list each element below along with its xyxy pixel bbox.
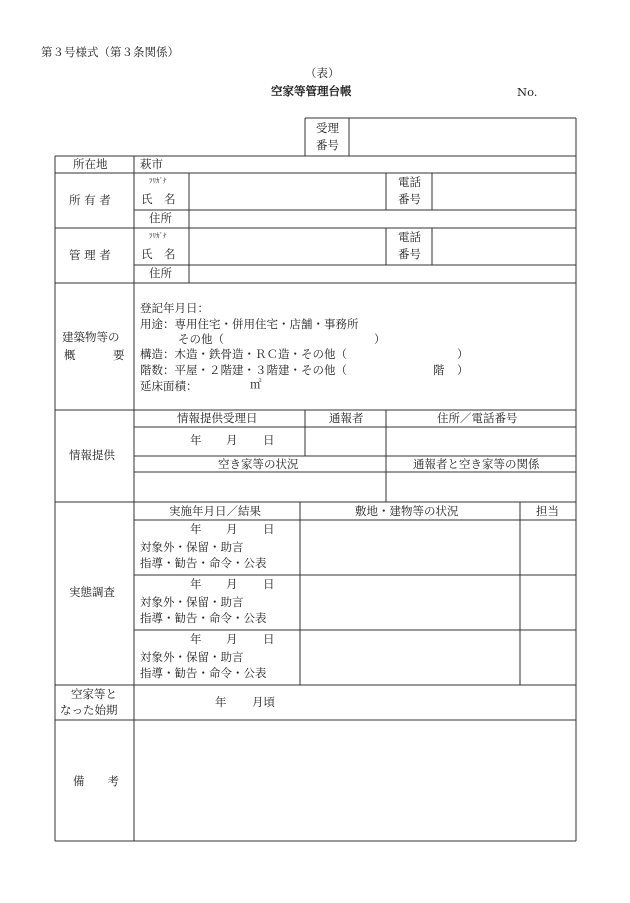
building-structure-close: ） [457,347,469,361]
survey-col-site: 敷地・建物等の状況 [355,504,459,518]
survey-staff-field[interactable] [521,521,575,574]
building-use: 用途：専用住宅・併用住宅・店舗・事務所 [140,317,359,331]
owner-phone-label-1: 電話 [398,175,421,189]
reception-number-field[interactable] [350,119,575,155]
location-label: 所在地 [73,157,108,171]
survey-date-day: 日 [263,522,275,536]
owner-name-field[interactable] [190,174,385,209]
side-label: （表） [305,66,340,80]
remarks-label: 備 考 [73,774,119,788]
building-label-2b: 要 [113,348,125,362]
reception-label-1: 受理 [316,121,339,135]
info-date-month: 月 [226,433,238,447]
building-structure: 構造：木造・鉄骨造・ＲＣ造・その他（ [140,347,347,361]
floor-area-unit: ㎡ [250,377,262,391]
owner-address-label: 住所 [149,211,172,225]
survey-result-line-1: 対象外・保留・助言 [140,650,244,664]
location-value: 萩市 [140,157,163,171]
info-col-relation: 通報者と空き家等の関係 [413,457,540,471]
survey-site-field[interactable] [301,631,519,684]
info-reporter-field[interactable] [306,428,385,455]
info-status-field[interactable] [135,473,385,501]
manager-name-label: 氏 名 [141,247,176,261]
survey-date-day: 日 [263,577,275,591]
survey-col-date: 実施年月日／結果 [169,504,261,518]
building-floors-unit: 階 [433,363,445,377]
survey-staff-field[interactable] [521,576,575,629]
manager-furigana-label: ﾌﾘｶﾞﾅ [149,232,167,240]
owner-phone-label-2: 番号 [398,192,421,206]
vacancy-label-1: 空家等と [71,687,117,701]
reception-label-2: 番号 [316,138,339,152]
survey-date-year: 年 [190,577,202,591]
owner-furigana-label: ﾌﾘｶﾞﾅ [149,177,167,185]
building-label-1: 建築物等の [62,330,120,344]
survey-col-staff: 担当 [536,504,559,518]
vacancy-label-2: なった始期 [60,703,118,717]
building-use-other: その他（ [178,332,224,346]
survey-staff-field[interactable] [521,631,575,684]
manager-address-field[interactable] [190,266,575,282]
survey-result-line-1: 対象外・保留・助言 [140,595,244,609]
vacancy-year: 年 [215,695,227,709]
survey-label: 実態調査 [69,585,115,599]
manager-phone-label-2: 番号 [398,247,421,261]
registration-date: 登記年月日： [140,301,209,315]
owner-address-field[interactable] [190,211,575,227]
survey-date-year: 年 [190,632,202,646]
owner-name-label: 氏 名 [141,192,176,206]
manager-name-field[interactable] [190,229,385,264]
owner-label: 所 有 者 [69,193,111,207]
owner-phone-field[interactable] [433,174,575,209]
survey-date-year: 年 [190,522,202,536]
vacancy-month: 月頃 [252,695,275,709]
remarks-field[interactable] [135,721,575,840]
survey-date-month: 月 [226,522,238,536]
info-date-day: 日 [263,433,275,447]
info-relation-field[interactable] [387,473,575,501]
survey-result-line-1: 対象外・保留・助言 [140,540,244,554]
info-col-address: 住所／電話番号 [437,411,518,425]
manager-phone-field[interactable] [433,229,575,264]
info-date-year: 年 [190,433,202,447]
info-col-reporter: 通報者 [329,411,364,425]
survey-date-month: 月 [226,632,238,646]
building-floors-close: ） [457,363,469,377]
info-address-field[interactable] [387,428,575,455]
survey-date-month: 月 [226,577,238,591]
info-label: 情報提供 [69,448,115,462]
manager-label: 管 理 者 [69,248,111,262]
number-label: No. [517,85,538,99]
manager-address-label: 住所 [149,266,172,280]
info-col-status: 空き家等の状況 [218,457,299,471]
page-title: 空家等管理台帳 [271,84,352,98]
floor-area: 延床面積： [140,379,198,393]
building-label-2a: 概 [64,348,76,362]
info-col-date: 情報提供受理日 [177,411,258,425]
survey-result-line-2: 指導・勧告・命令・公表 [140,556,267,570]
form-number: 第３号様式（第３条関係） [41,45,179,59]
survey-date-day: 日 [263,632,275,646]
manager-phone-label-1: 電話 [398,230,421,244]
survey-result-line-2: 指導・勧告・命令・公表 [140,611,267,625]
survey-result-line-2: 指導・勧告・命令・公表 [140,666,267,680]
building-use-other-close: ） [374,332,386,346]
building-floors: 階数：平屋・２階建・３階建・その他（ [140,363,347,377]
survey-site-field[interactable] [301,521,519,574]
survey-site-field[interactable] [301,576,519,629]
